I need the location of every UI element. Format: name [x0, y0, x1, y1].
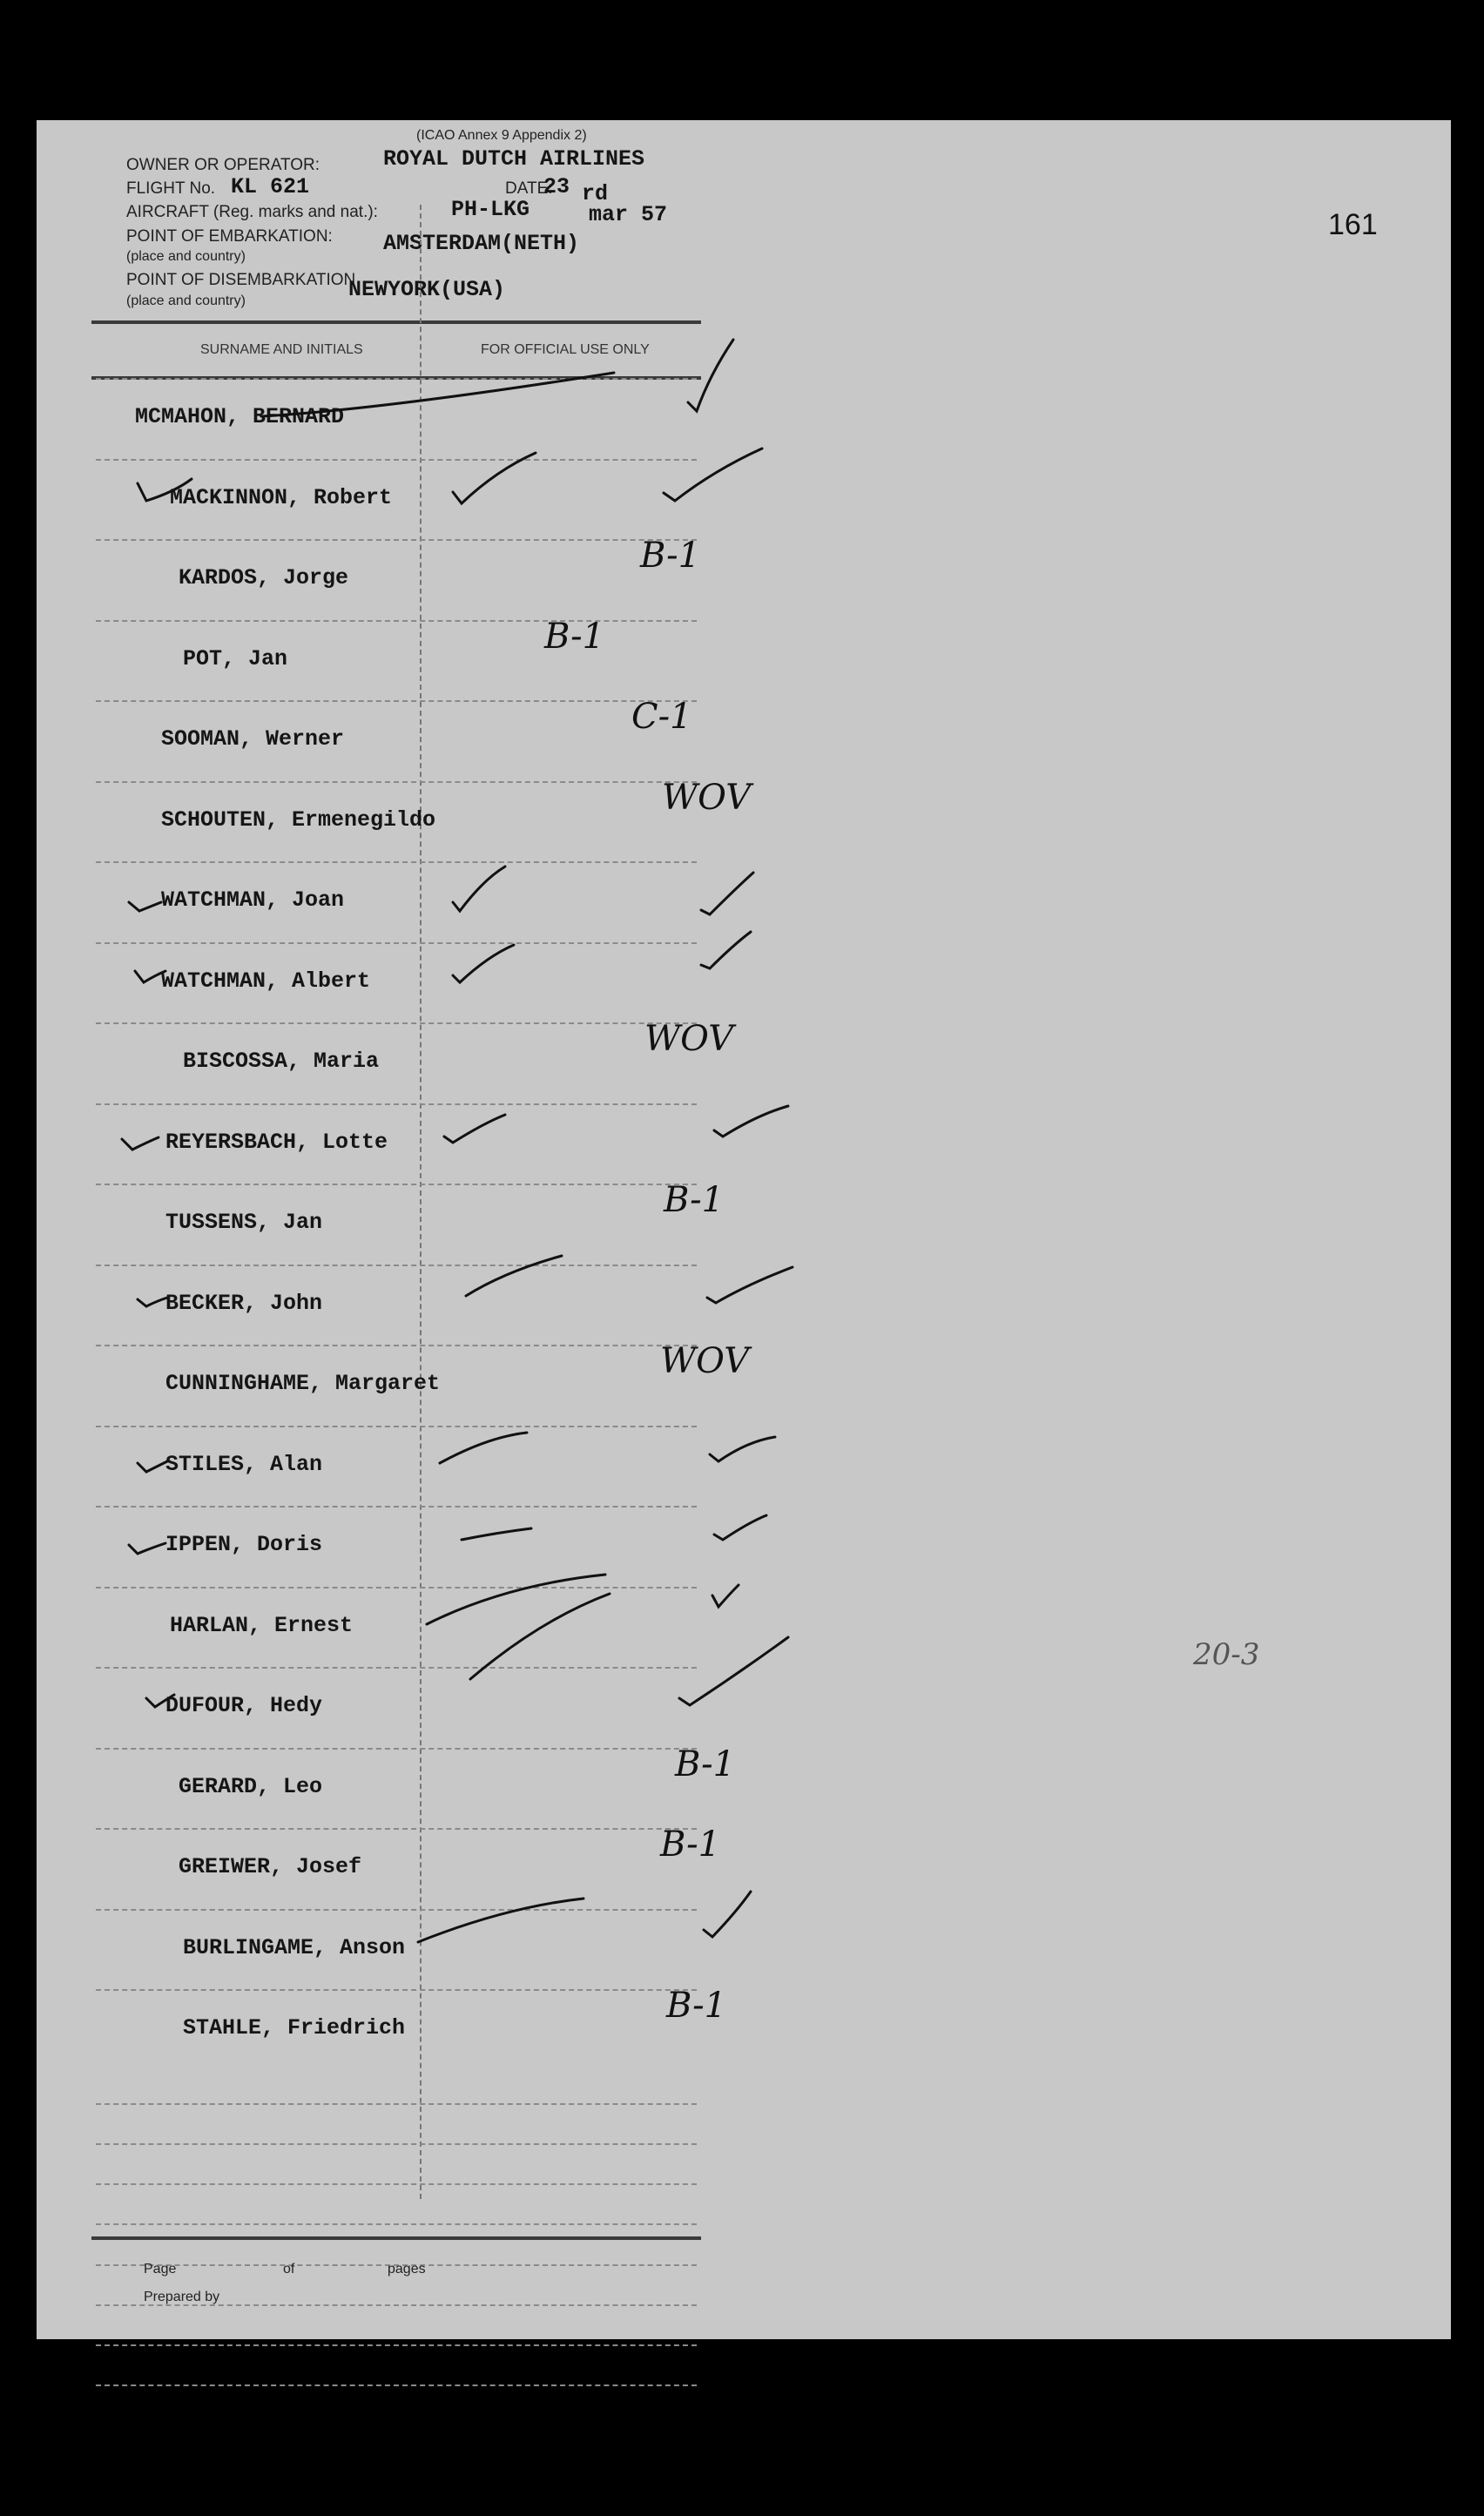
footer-pages-label: pages [388, 2262, 426, 2277]
embark-value: AMSTERDAM(NETH) [383, 231, 580, 256]
passenger-name: BECKER, John [165, 1290, 323, 1316]
checkmark-icon [679, 1637, 788, 1705]
footer-page-label: Page [144, 2262, 177, 2277]
passenger-name: WATCHMAN, Albert [161, 968, 371, 994]
aircraft-label: AIRCRAFT (Reg. marks and nat.): [126, 203, 378, 221]
checkmark-icon [701, 873, 753, 914]
visa-class: WOV [644, 1019, 734, 1059]
checkmark-icon [466, 1256, 562, 1296]
owner-label: OWNER OR OPERATOR: [126, 156, 320, 174]
checkmark-icon [261, 373, 614, 416]
checkmark-icon [129, 902, 161, 911]
checkmark-icon [710, 1437, 775, 1461]
checkmark-icon [704, 1892, 751, 1937]
date-suffix: rd [582, 181, 609, 206]
embark-sub: (place and country) [126, 249, 246, 264]
visa-class: B-1 [666, 1986, 727, 2026]
passenger-name: MCMAHON, BERNARD [135, 404, 345, 429]
date-label: DATE: [505, 179, 553, 198]
checkmark-icon [440, 1433, 527, 1463]
checkmark-icon [714, 1515, 766, 1540]
checkmark-icon [122, 1137, 159, 1150]
checkmark-icon [418, 1899, 583, 1942]
flight-value: KL 621 [231, 174, 310, 199]
page-number: 161 [1328, 208, 1378, 241]
passenger-name: KARDOS, Jorge [179, 565, 349, 590]
passenger-name: MACKINNON, Robert [170, 484, 393, 510]
passenger-name: BISCOSSA, Maria [183, 1049, 380, 1074]
checkmark-icon [129, 1543, 165, 1554]
checkmark-icon [462, 1528, 531, 1540]
checkmark-icon [453, 945, 514, 982]
passenger-name: STILES, Alan [165, 1451, 323, 1477]
visa-class: C-1 [631, 697, 692, 737]
footer-of-label: of [283, 2262, 295, 2277]
passenger-name: CUNNINGHAME, Margaret [165, 1371, 441, 1396]
passenger-name: BURLINGAME, Anson [183, 1934, 406, 1960]
visa-class: B-1 [640, 536, 701, 576]
checkmark-icon [444, 1115, 505, 1143]
aircraft-value: PH-LKG [451, 197, 530, 222]
passenger-name: GREIWER, Josef [179, 1854, 362, 1879]
footer-prepared-by: Prepared by [144, 2290, 220, 2304]
visa-class: B-1 [544, 616, 605, 657]
passenger-name: DUFOUR, Hedy [165, 1693, 323, 1718]
checkmark-icon [135, 971, 165, 982]
checkmark-icon [138, 1461, 167, 1472]
embark-label: POINT OF EMBARKATION: [126, 227, 333, 246]
checkmark-icon [688, 340, 733, 411]
passenger-name: REYERSBACH, Lotte [165, 1129, 388, 1155]
checkmark-icon [707, 1267, 793, 1303]
passenger-name: SCHOUTEN, Ermenegildo [161, 806, 436, 833]
disembark-label: POINT OF DISEMBARKATION [126, 271, 356, 289]
visa-class: B-1 [675, 1744, 736, 1784]
visa-class: WOV [660, 1341, 750, 1381]
annex-reference: (ICAO Annex 9 Appendix 2) [416, 128, 587, 143]
checkmark-icon [470, 1594, 610, 1679]
checkmark-icon [427, 1575, 605, 1624]
owner-value: ROYAL DUTCH AIRLINES [383, 146, 645, 172]
passenger-name: POT, Jan [183, 645, 288, 671]
passenger-name: IPPEN, Doris [165, 1532, 323, 1557]
visa-class: B-1 [664, 1180, 725, 1220]
visa-class: WOV [662, 777, 752, 818]
checkmark-icon [664, 449, 762, 501]
passenger-name: GERARD, Leo [179, 1773, 323, 1799]
column-header-official: FOR OFFICIAL USE ONLY [481, 342, 650, 357]
date-day: 23 [543, 174, 570, 199]
visa-class: B-1 [660, 1825, 721, 1865]
checkmark-icon [714, 1106, 788, 1137]
checkmark-icon [138, 479, 192, 501]
disembark-sub: (place and country) [126, 293, 246, 308]
passenger-name: WATCHMAN, Joan [161, 887, 345, 913]
checkmark-icon [453, 453, 536, 503]
checkmark-icon [701, 932, 751, 968]
checkmark-icon [453, 867, 505, 911]
date-month-year: mar 57 [589, 202, 668, 227]
checkmark-icon [146, 1695, 174, 1707]
flight-label: FLIGHT No. [126, 179, 216, 198]
disembark-value: NEWYORK(USA) [348, 277, 506, 302]
passenger-name: HARLAN, Ernest [170, 1612, 354, 1638]
passenger-name: STAHLE, Friedrich [183, 2015, 406, 2040]
column-header-surname: SURNAME AND INITIALS [200, 342, 363, 357]
checkmark-icon [712, 1585, 739, 1607]
margin-note: 20-3 [1193, 1637, 1260, 1672]
checkmark-icon [138, 1298, 167, 1306]
passenger-name: TUSSENS, Jan [165, 1210, 323, 1235]
passenger-name: SOOMAN, Werner [161, 726, 345, 752]
